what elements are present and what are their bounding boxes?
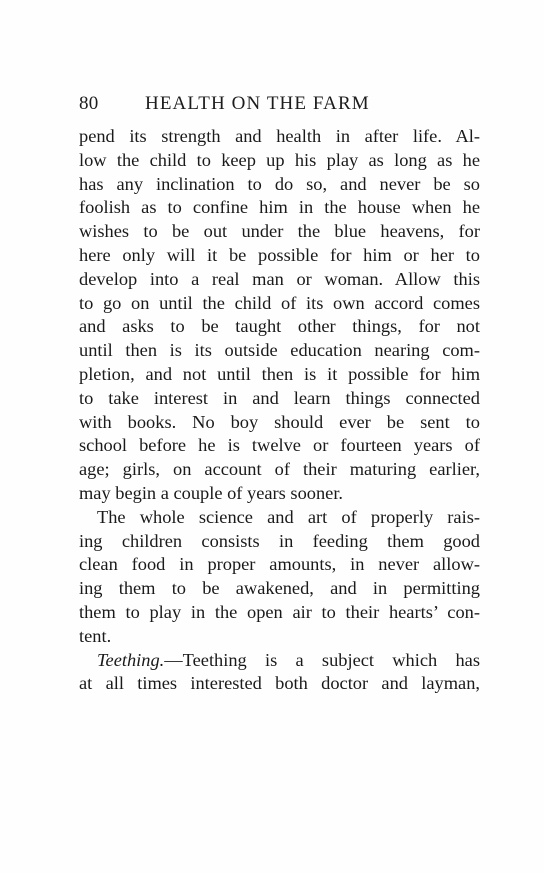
text-line: clean food in proper amounts, in never allow- [79,554,480,575]
text-line: school before he is twelve or fourteen years of [79,435,480,456]
running-head [79,93,479,119]
text-line: wishes to be out under the blue heavens, for [79,221,480,242]
text-line: ing children consists in feeding them good [79,530,480,551]
text-line: age; girls, on account of their maturing earlier, [79,459,480,480]
body-text [79,125,480,696]
text-line: to go on until the child of its own accord comes [79,292,480,313]
text-line: until then is its outside education nearing com- [79,340,480,361]
text-line: ing them to be awakened, and in permitting [79,578,480,599]
section-lead-text: —Teething is a subject which has [164,649,480,670]
text-line: low the child to keep up his play as long as he [79,149,480,170]
text-line: with books. No boy should ever be sent to [79,411,480,432]
text-line: tent. [79,625,112,646]
text-line: has any inclination to do so, and never be so [79,173,480,194]
text-line: pend its strength and health in after life. Al- [79,126,480,146]
text-line: to take interest in and learn things connected [79,387,480,408]
running-title: HEALTH ON THE FARM [145,93,370,114]
text-line: them to play in the open air to their hearts’ con- [79,601,480,622]
text-line: and asks to be taught other things, for not [79,316,480,337]
text-line [79,649,480,673]
text-line: at all times interested both doctor and layman, [79,673,480,694]
page-number: 80 [79,93,99,114]
text-line: foolish as to confine him in the house when he [79,197,480,218]
text-line: pletion, and not until then is it possible for him [79,363,480,384]
text-line: develop into a real man or woman. Allow this [79,268,480,289]
section-lead-italic: Teething. [97,649,165,670]
text-line: The whole science and art of properly rais- [97,506,480,527]
text-line: here only will it be possible for him or her to [79,244,480,265]
text-line: may begin a couple of years sooner. [79,482,344,503]
